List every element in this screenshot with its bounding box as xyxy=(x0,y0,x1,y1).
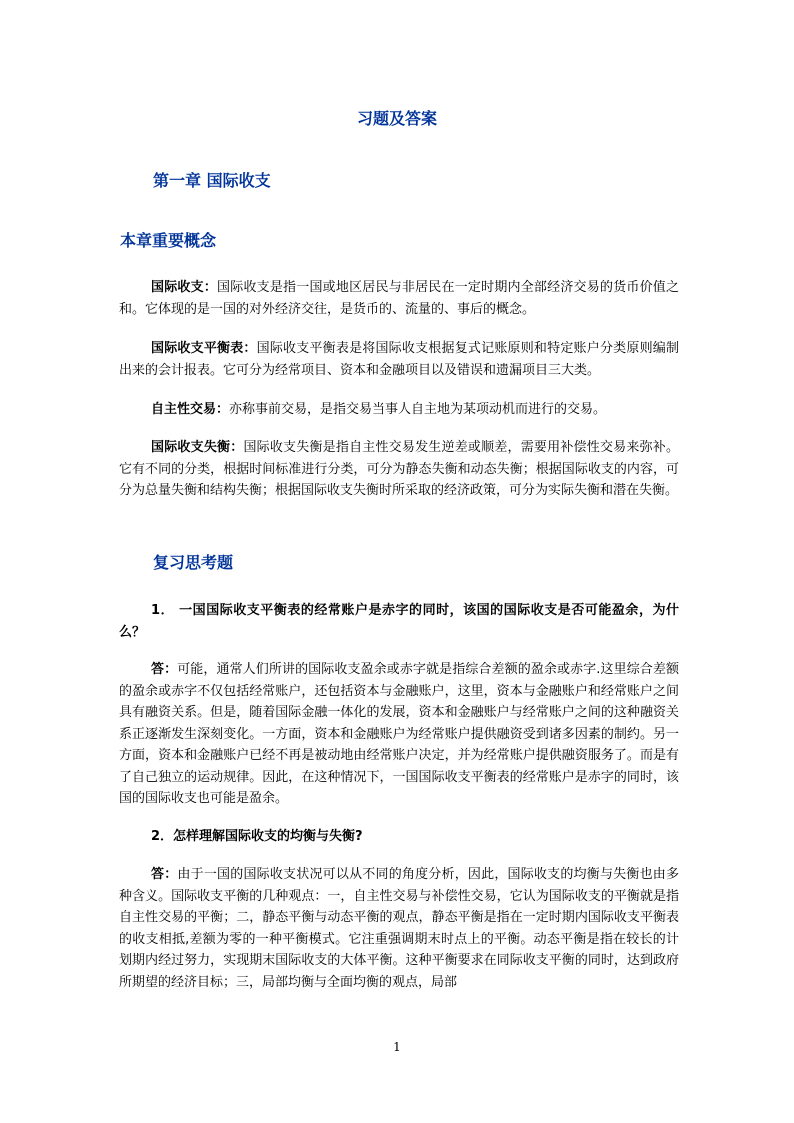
concept-term: 国际收支： xyxy=(151,280,218,295)
chapter-title: 第一章 国际收支 xyxy=(153,171,271,190)
concept-paragraph xyxy=(119,437,679,502)
concept-definition: 国际收支平衡表是将国际收支根据复式记账原则和特定账户分类原则编制出来的会计报表。它可分为经常项目、资本和金融项目以及错误和遗漏项目三大类。 xyxy=(119,341,679,378)
answer-label: 答： xyxy=(151,662,178,677)
page-number: 1 xyxy=(393,1040,401,1054)
document-title: 习题及答案 xyxy=(356,109,437,128)
question-text: 1． 一国国际收支平衡表的经常账户是赤字的同时，该国的国际收支是否可能盈余，为什么？ xyxy=(119,603,679,640)
answer-label: 答： xyxy=(151,867,178,882)
concept-term: 自主性交易： xyxy=(151,402,230,417)
answer-text: 可能，通常人们所讲的国际收支盈余或赤字就是指综合差额的盈余或赤字.这里综合差额的盈余或赤字不仅包括经常账户，还包括资本与金融账户，这里，资本与金融账户和经常账户之间具有融资关系。但是，随着国际金融一体化的发展，资本和金融账户与经常账户之间的这种融资关系正逐渐发生深刻变化。一方面，资本和金融账户为经常账户提供融资受到诸多因素的制约。另一方面，资本和金融账户已经不再是被动地由经常账户决定，并为经常账户提供融资服务了。而是有了自己独立的运动规律。因此，在这种情况下，一国国际收支平衡表的经常账户是赤字的同时，该国的国际收支也可能是盈余。 xyxy=(119,662,679,806)
concept-definition: 国际收支失衡是指自主性交易发生逆差或顺差，需要用补偿性交易来弥补。它有不同的分类，根据时间标准进行分类，可分为静态失衡和动态失衡；根据国际收支的内容，可分为总量失衡和结构失衡；根据国际收支失衡时所采取的经济政策，可分为实际失衡和潜在失衡。 xyxy=(119,440,679,498)
section-title-review: 复习思考题 xyxy=(153,553,234,572)
section-title-concepts: 本章重要概念 xyxy=(120,231,217,250)
concept-paragraph xyxy=(119,338,679,381)
concept-paragraph xyxy=(119,277,679,320)
answer-paragraph xyxy=(119,659,679,810)
question-text: 2．怎样理解国际收支的均衡与失衡? xyxy=(151,829,363,844)
answer-text: 由于一国的国际收支状况可以从不同的角度分析，因此，国际收支的均衡与失衡也由多种含义。国际收支平衡的几种观点：一，自主性交易与补偿性交易，它认为国际收支的平衡就是指自主性交易的平衡；二，静态平衡与动态平衡的观点，静态平衡是指在一定时期内国际收支平衡表的收支相抵,差额为零的一种平衡模式。它注重强调期末时点上的平衡。动态平衡是指在较长的计划期内经过努力，实现期末国际收支的大体平衡。这种平衡要求在同际收支平衡的同时，达到政府所期望的经济目标；三，局部均衡与全面均衡的观点，局部 xyxy=(119,867,679,990)
concept-definition: 亦称事前交易，是指交易当事人自主地为某项动机而进行的交易。 xyxy=(229,402,607,417)
answer-paragraph xyxy=(119,864,679,993)
concept-term: 国际收支平衡表： xyxy=(151,341,257,356)
concept-definition: 国际收支是指一国或地区居民与非居民在一定时期内全部经济交易的货币价值之和。它体现的是一国的对外经济交往，是货币的、流量的、事后的概念。 xyxy=(119,280,679,317)
concept-term: 国际收支失衡： xyxy=(151,440,244,455)
concept-paragraph xyxy=(119,399,679,421)
